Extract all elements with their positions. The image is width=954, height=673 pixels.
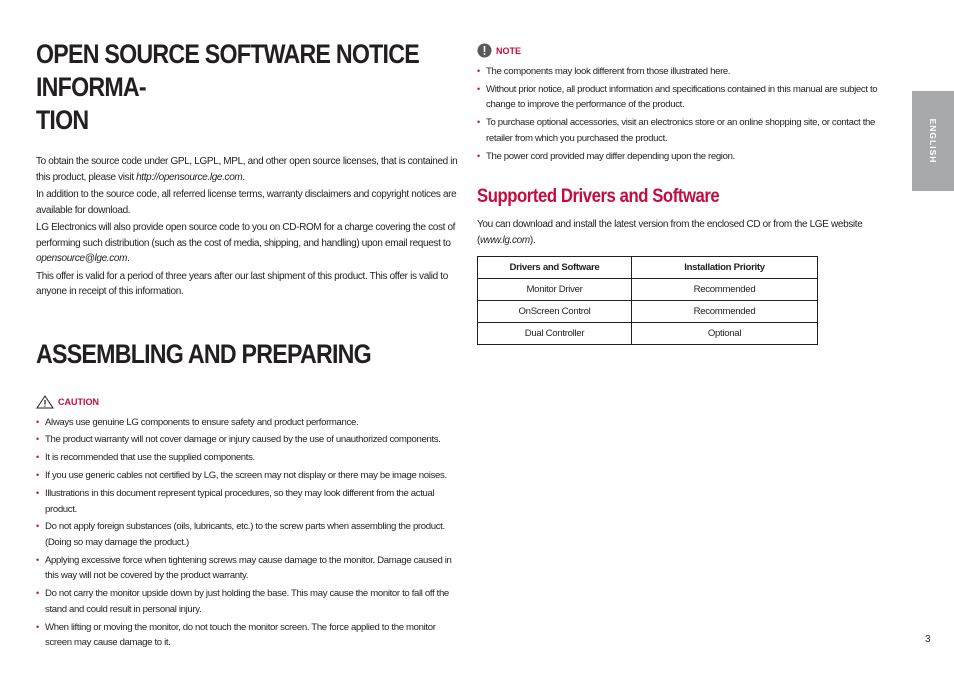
assembling-title: ASSEMBLING AND PREPARING	[36, 338, 371, 369]
opensource-link[interactable]: http://opensource.lge.com	[136, 171, 243, 183]
table-cell: Recommended	[632, 301, 818, 323]
list-item: • Applying excessive force when tightening screws may cause damage to the monitor. Damage caused in this way will not be covered by the product warranty.	[36, 553, 458, 584]
table-cell: OnScreen Control	[478, 301, 632, 323]
table-cell: Optional	[632, 323, 818, 345]
warning-triangle-icon	[36, 395, 54, 409]
note-label: NOTE	[496, 45, 522, 56]
drivers-description: You can download and install the latest version from the enclosed CD or from the LGE website (www.lg.com).	[477, 219, 863, 246]
table-cell: Monitor Driver	[478, 279, 632, 301]
list-item: • When lifting or moving the monitor, do not touch the monitor screen. The force applied to the monitor screen may cause damage to it.	[36, 620, 458, 651]
list-item: • Without prior notice, all product information and specifications contained in this manual are subject to change to improve the performance of the product.	[477, 82, 899, 113]
note-list	[477, 64, 899, 164]
open-source-paragraph-2: In addition to the source code, all referred license terms, warranty disclaimers and copyright notices are available for download.	[36, 189, 457, 216]
table-header-row	[478, 257, 818, 279]
list-item: • To purchase optional accessories, visit an electronics store or an online shopping site, or contact the retailer from which you purchased the product.	[477, 115, 899, 146]
page-number: 3	[925, 634, 931, 645]
list-item: • The components may look different from those illustrated here.	[477, 64, 899, 80]
list-item: • Always use genuine LG components to ensure safety and product performance.	[36, 415, 458, 431]
list-item: • If you use generic cables not certified by LG, the screen may not display or there may be image noises.	[36, 468, 458, 484]
caution-list	[36, 415, 458, 651]
table-cell: Recommended	[632, 279, 818, 301]
lg-website-link[interactable]: www.lg.com	[479, 234, 530, 246]
caution-header	[36, 395, 458, 409]
list-item: • Do not apply foreign substances (oils, lubricants, etc.) to the screw parts when assembling the product. (Doing so may damage the product.)	[36, 519, 458, 550]
drivers-table	[477, 256, 818, 345]
language-label: ENGLISH	[928, 118, 938, 164]
open-source-body	[36, 154, 458, 300]
list-item: • The power cord provided may differ depending upon the region.	[477, 149, 899, 165]
table-cell: Dual Controller	[478, 323, 632, 345]
language-side-tab	[912, 91, 954, 191]
list-item: • Illustrations in this document represent typical procedures, so they may look different from the actual product.	[36, 486, 458, 517]
table-row	[478, 323, 818, 345]
table-row	[478, 279, 818, 301]
exclamation-circle-icon	[477, 43, 492, 58]
list-item: • The product warranty will not cover damage or injury caused by the use of unauthorized components.	[36, 432, 458, 448]
list-item: • Do not carry the monitor upside down by just holding the base. This may cause the monitor to fall off the stand and could result in personal injury.	[36, 586, 458, 617]
open-source-paragraph-1: To obtain the source code under GPL, LGPL, MPL, and other open source licenses, that is contained in this product, please visit http://opensource.lge.com.	[36, 156, 458, 183]
open-source-paragraph-4: This offer is valid for a period of three years after our last shipment of this product. This offer is valid to anyone in receipt of this information.	[36, 270, 448, 297]
note-header	[477, 43, 899, 58]
right-column	[477, 43, 899, 345]
drivers-title: Supported Drivers and Software	[477, 186, 720, 208]
open-source-paragraph-3: LG Electronics will also provide open source code to you on CD-ROM for a charge covering the cost of performing such distribution (such as the cost of media, shipping, and handling) upon email request to opensource@lge.com.	[36, 222, 456, 264]
table-row	[478, 301, 818, 323]
open-source-title: OPEN SOURCE SOFTWARE NOTICE INFORMA- TION	[36, 39, 419, 135]
list-item: • It is recommended that use the supplied components.	[36, 450, 458, 466]
left-column	[36, 38, 458, 653]
opensource-email[interactable]: opensource@lge.com	[36, 253, 128, 264]
column-header: Drivers and Software	[478, 257, 632, 279]
column-header: Installation Priority	[632, 257, 818, 279]
caution-label: CAUTION	[58, 396, 99, 407]
